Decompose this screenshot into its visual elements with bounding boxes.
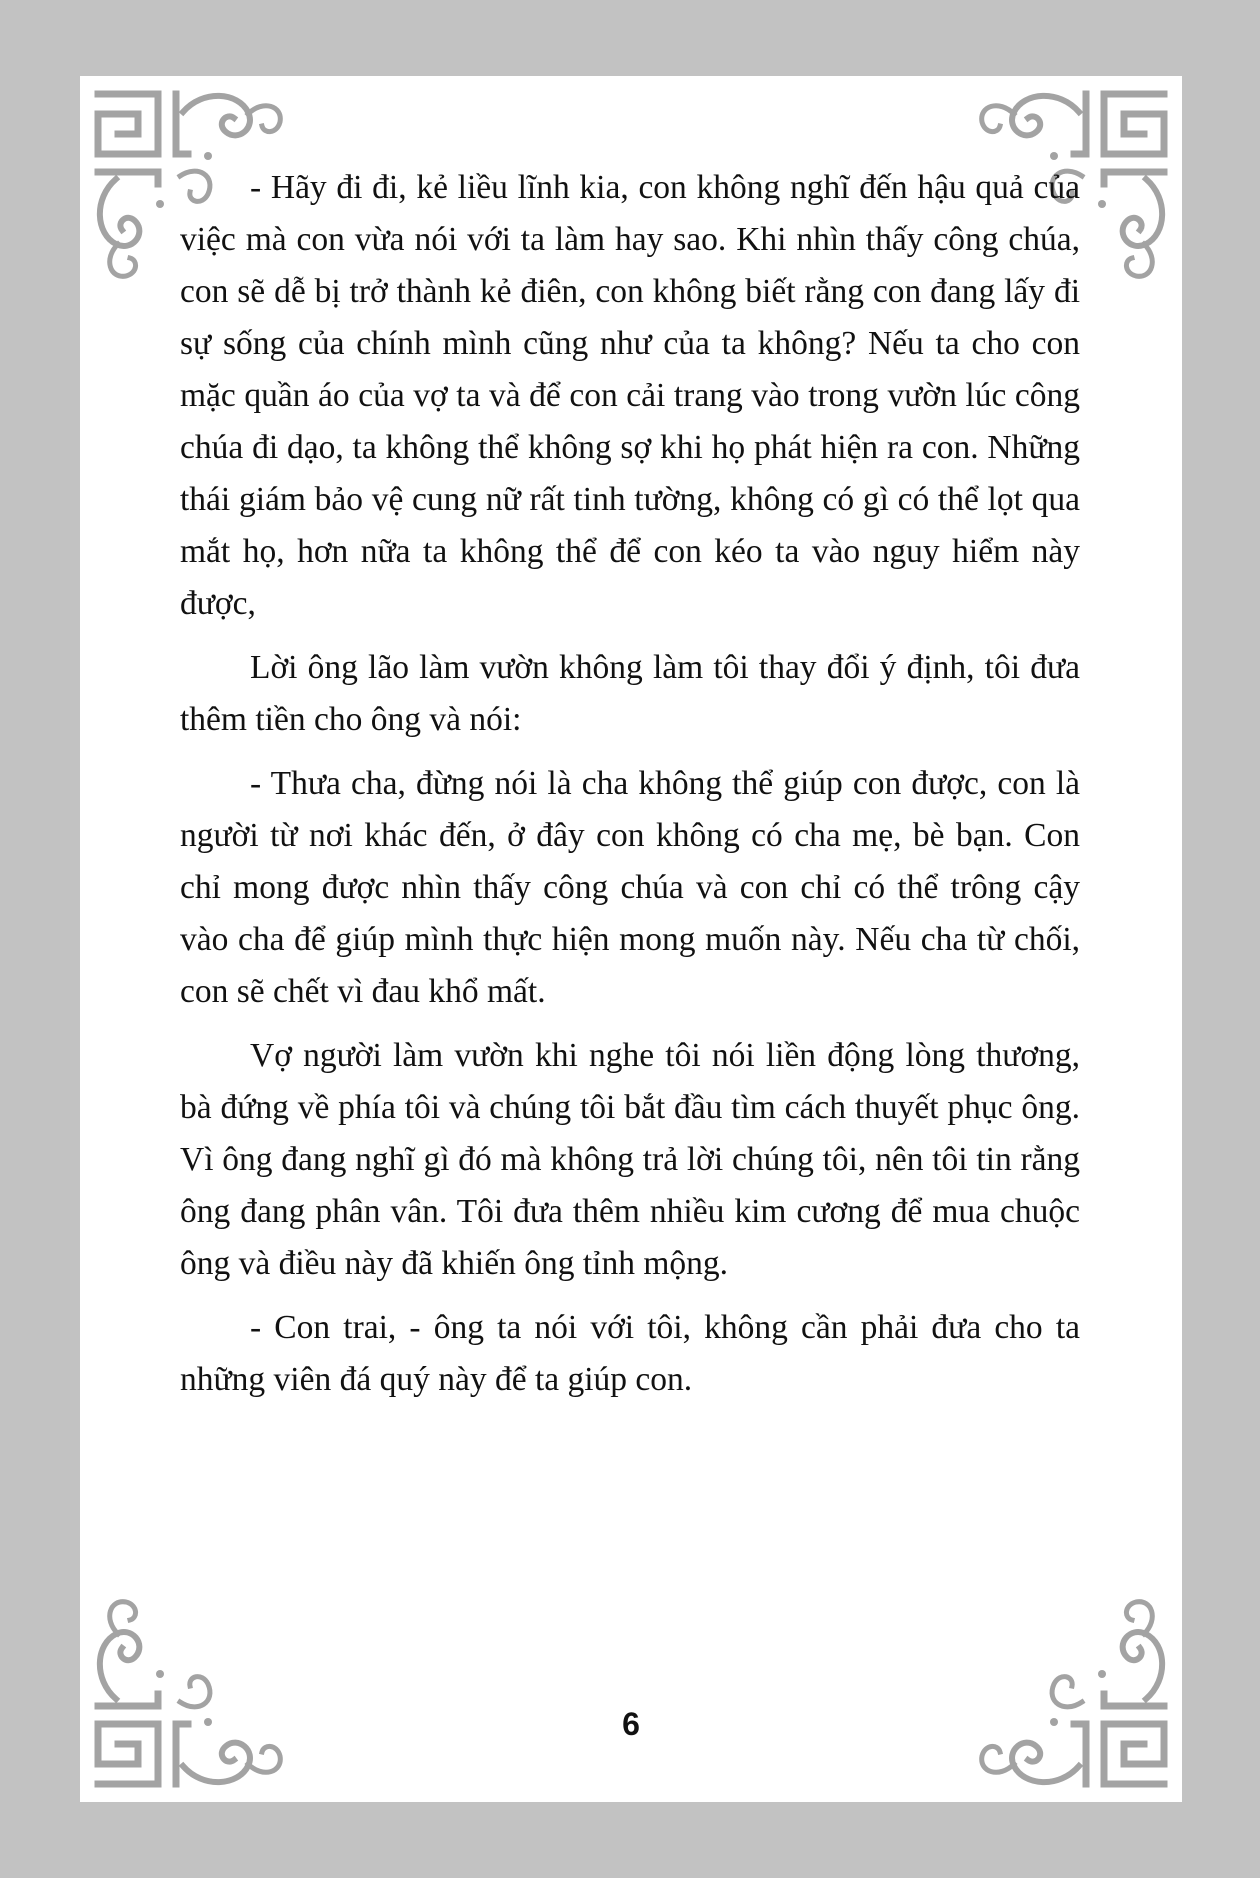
paragraph: Lời ông lão làm vườn không làm tôi thay đổi ý định, tôi đưa thêm tiền cho ông và nói: [180,649,1080,738]
paragraph: - Con trai, - ông ta nói với tôi, không cần phải đưa cho ta những viên đá quý này để ta giúp con. [180,1309,1080,1398]
body-text [180,162,1080,1418]
corner-ornament-bottom-left [88,1594,288,1794]
paragraph: - Thưa cha, đừng nói là cha không thể giúp con được, con là người từ nơi khác đến, ở đây con không có cha mẹ, bè bạn. Con chỉ mong được nhìn thấy công chúa và con chỉ có thể trông cậy vào cha để giúp mình thực hiện mong muốn này. Nếu cha từ chối, con sẽ chết vì đau khổ mất. [180,765,1080,1010]
paragraph: - Hãy đi đi, kẻ liều lĩnh kia, con không nghĩ đến hậu quả của việc mà con vừa nói với ta làm hay sao. Khi nhìn thấy công chúa, con sẽ dễ bị trở thành kẻ điên, con không biết rằng con đang lấy đi sự sống của chính mình cũng như của ta không? Nếu ta cho con mặc quần áo của vợ ta và để con cải trang vào trong vườn lúc công chúa đi dạo, ta không thể không sợ khi họ phát hiện ra con. Những thái giám bảo vệ cung nữ rất tinh tường, không có gì có thể lọt qua mắt họ, hơn nữa ta không thể để con kéo ta vào nguy hiểm này được, [180,169,1080,622]
paragraph: Vợ người làm vườn khi nghe tôi nói liền động lòng thương, bà đứng về phía tôi và chúng tôi bắt đầu tìm cách thuyết phục ông. Vì ông đang nghĩ gì đó mà không trả lời chúng tôi, nên tôi tin rằng ông đang phân vân. Tôi đưa thêm nhiều kim cương để mua chuộc ông và điều này đã khiến ông tỉnh mộng. [180,1037,1080,1282]
book-page [80,76,1182,1802]
corner-ornament-bottom-right [974,1594,1174,1794]
page-number: 6 [622,1706,640,1742]
